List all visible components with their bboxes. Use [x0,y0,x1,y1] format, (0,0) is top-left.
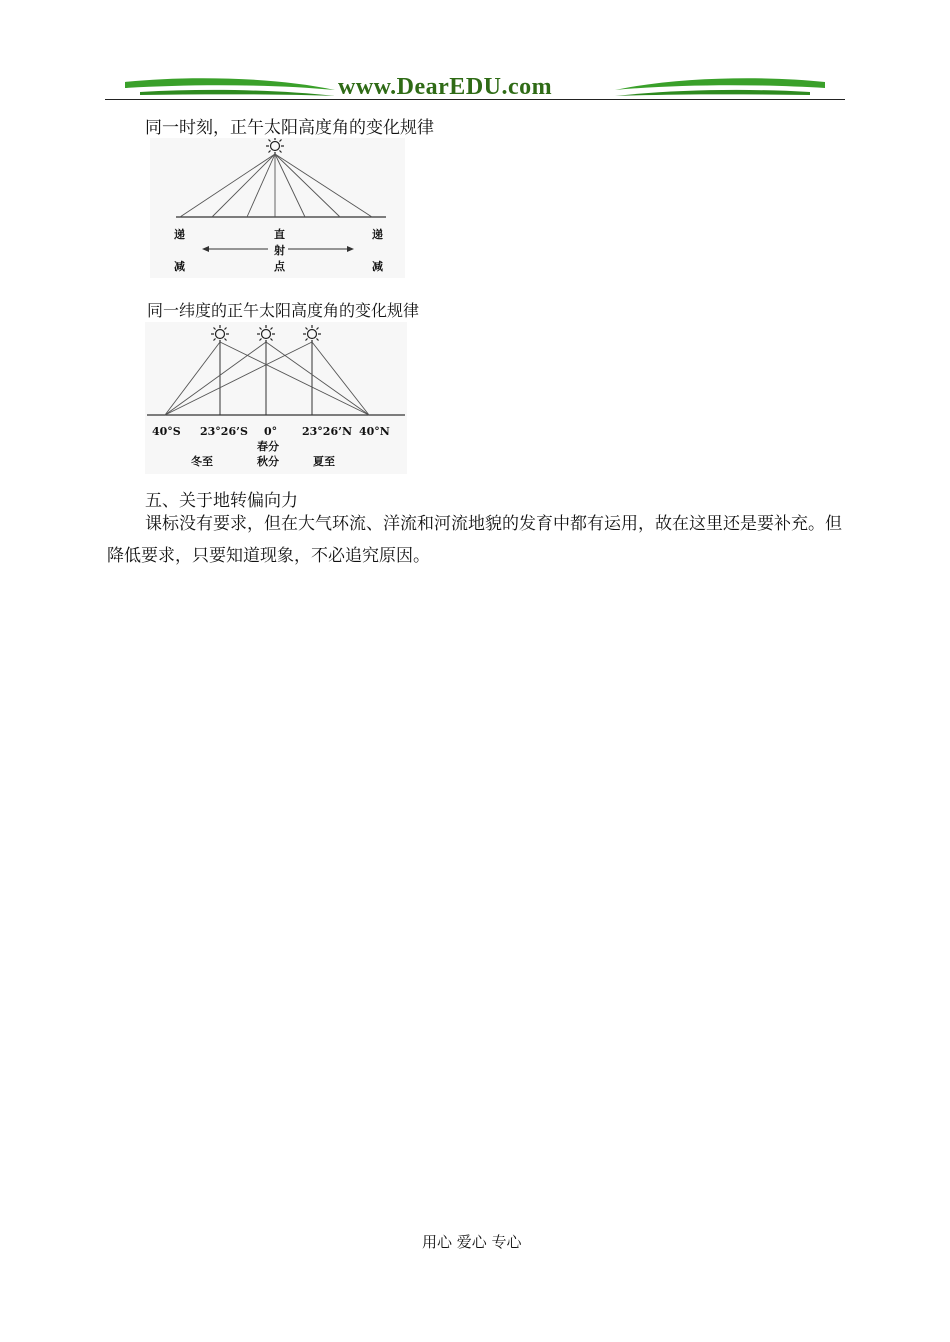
label-direct-3: 点 [274,260,285,273]
section1-heading: 同一时刻，正午太阳高度角的变化规律 [145,118,434,138]
label-decrease-right-top: 递 [372,228,383,241]
header-swoosh-right [610,74,830,100]
header-swoosh-left [120,74,340,100]
label-decrease-left-bottom: 减 [174,260,185,273]
sun-icon-north [303,325,321,343]
label-decrease-left-top: 递 [174,228,185,241]
sun-icon [266,138,284,155]
figure-sun-altitude-same-latitude [145,322,407,474]
label-direct-2: 射 [274,244,285,257]
figure-sun-altitude-same-time [150,138,405,278]
sun-icon-south [211,325,229,343]
label-direct-1: 直 [274,228,285,241]
season-label-summer: 夏至 [313,455,335,468]
sun-icon-equator [257,325,275,343]
sun-rays-diagram [150,138,405,278]
section3-paragraph: 课标没有要求，但在大气环流、洋流和河流地貌的发育中都有运用，故在这里还是要补充。但降低要求，只要知道现象，不必追究原因。 [107,514,842,566]
season-label-spring: 春分 [257,440,279,453]
lat-label-equator: 0° [264,425,278,438]
header-divider [105,99,845,100]
page-footer: 用心 爱心 专心 [422,1233,522,1251]
season-label-autumn: 秋分 [257,455,279,468]
lat-label-tropic-n: 23°26’N [302,425,352,438]
section3-heading: 五、关于地转偏向力 [145,491,298,511]
section2-heading: 同一纬度的正午太阳高度角的变化规律 [147,301,420,320]
site-logo: www.DearEDU.com [338,74,553,100]
lat-label-40n: 40°N [359,425,390,438]
lat-label-40s: 40°S [152,425,181,438]
lat-label-tropic-s: 23°26’S [200,425,248,438]
season-label-winter: 冬至 [191,455,213,468]
label-decrease-right-bottom: 减 [372,260,383,273]
